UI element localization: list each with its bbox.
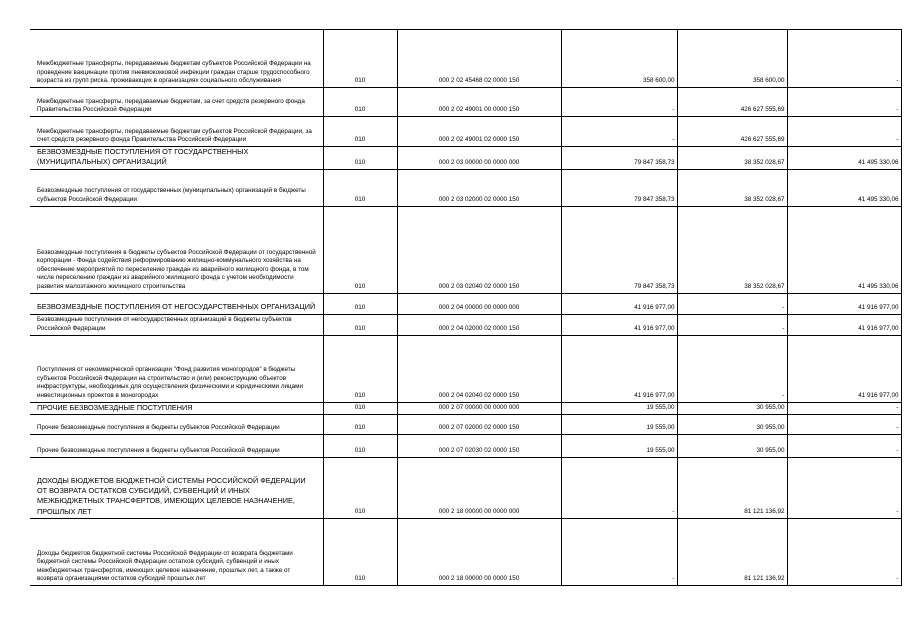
row-value-1: 19 555,00 [561,434,677,457]
table-row [30,147,901,170]
row-code: 010 [323,293,397,314]
table-row [30,457,901,518]
table-row [30,335,901,402]
row-code: 010 [323,402,397,414]
row-value-3: - [787,30,901,88]
row-value-2: 30 955,00 [677,414,787,434]
row-code: 010 [323,169,397,206]
row-value-1: 19 555,00 [561,414,677,434]
row-value-3: 41 916 977,00 [787,314,901,335]
row-code: 010 [323,88,397,117]
row-value-3: - [787,117,901,147]
row-value-2: - [677,314,787,335]
table-row [30,434,901,457]
table-row [30,293,901,314]
row-name: БЕЗВОЗМЕЗДНЫЕ ПОСТУПЛЕНИЯ ОТ НЕГОСУДАРСТВЕННЫХ ОРГАНИЗАЦИЙ [30,293,323,314]
row-code: 010 [323,457,397,518]
row-value-2: 358 600,00 [677,30,787,88]
row-value-1: 79 847 358,73 [561,169,677,206]
row-kbk: 000 2 04 02000 02 0000 150 [397,314,561,335]
row-value-1: 358 600,00 [561,30,677,88]
row-value-3: 41 495 330,06 [787,206,901,293]
row-kbk: 000 2 04 00000 00 0000 000 [397,293,561,314]
row-kbk: 000 2 02 49001 02 0000 150 [397,117,561,147]
row-value-2: 81 121 136,92 [677,457,787,518]
row-name: Межбюджетные трансферты, передаваемые бюджетам субъектов Российской Федерации на проведение вакцинации против пневмококковой инфекции граждан старше трудоспособного возраста из групп риска, проживающих в организациях социального обслуживания [30,30,323,88]
row-name: ДОХОДЫ БЮДЖЕТОВ БЮДЖЕТНОЙ СИСТЕМЫ РОССИЙСКОЙ ФЕДЕРАЦИИ ОТ ВОЗВРАТА ОСТАТКОВ СУБСИДИЙ, СУБВЕНЦИЙ И ИНЫХ МЕЖБЮДЖЕТНЫХ ТРАНСФЕРТОВ, ИМЕЮЩИХ ЦЕЛЕВОЕ НАЗНАЧЕНИЕ, ПРОШЛЫХ ЛЕТ [30,457,323,518]
row-value-3: - [787,518,901,585]
row-name: БЕЗВОЗМЕЗДНЫЕ ПОСТУПЛЕНИЯ ОТ ГОСУДАРСТВЕННЫХ (МУНИЦИПАЛЬНЫХ) ОРГАНИЗАЦИЙ [30,147,323,170]
row-name: Доходы бюджетов бюджетной системы Российской Федерации от возврата бюджетами бюджетной системы Российской Федерации остатков субсидий, субвенций и иных межбюджетных трансфертов, имеющих целевое назначение, прошлых лет, а также от возврата организациями остатков субсидий прошлых лет [30,518,323,585]
row-name: Безвозмездные поступления от негосударственных организаций в бюджеты субъектов Российской Федерации [30,314,323,335]
row-value-2: 38 352 028,67 [677,147,787,170]
row-code: 010 [323,117,397,147]
row-code: 010 [323,30,397,88]
row-kbk: 000 2 02 49001 00 0000 150 [397,88,561,117]
row-kbk: 000 2 03 00000 00 0000 000 [397,147,561,170]
table-body [30,30,901,586]
row-value-2: - [677,293,787,314]
row-value-2: 38 352 028,67 [677,169,787,206]
row-value-2: 426 627 555,69 [677,117,787,147]
row-name: Прочие безвозмездные поступления в бюджеты субъектов Российской Федерации [30,414,323,434]
row-kbk: 000 2 18 00000 00 0000 000 [397,457,561,518]
table-row [30,206,901,293]
row-kbk: 000 2 18 00000 00 0000 150 [397,518,561,585]
table-row [30,117,901,147]
row-value-2: 81 121 136,92 [677,518,787,585]
row-value-1: - [561,457,677,518]
budget-revenue-table [30,29,902,586]
row-name: Межбюджетные трансферты, передаваемые бюджетам субъектов Российской Федерации, за счет средств резервного фонда Правительства Российской Федерации [30,117,323,147]
row-value-1: 19 555,00 [561,402,677,414]
row-value-1: 79 847 358,73 [561,206,677,293]
row-kbk: 000 2 03 02040 02 0000 150 [397,206,561,293]
table-row [30,402,901,414]
row-value-1: 41 916 977,00 [561,293,677,314]
row-value-1: - [561,518,677,585]
row-kbk: 000 2 02 45468 02 0000 150 [397,30,561,88]
row-value-3: - [787,414,901,434]
row-kbk: 000 2 03 02000 02 0000 150 [397,169,561,206]
table-row [30,169,901,206]
row-kbk: 000 2 07 00000 00 0000 000 [397,402,561,414]
row-code: 010 [323,434,397,457]
table-row [30,30,901,88]
row-kbk: 000 2 04 02040 02 0000 150 [397,335,561,402]
row-value-3: 41 495 330,06 [787,147,901,170]
row-code: 010 [323,414,397,434]
row-value-3: 41 916 977,00 [787,293,901,314]
row-value-1: 79 847 358,73 [561,147,677,170]
table-row [30,518,901,585]
row-name: Безвозмездные поступления от государственных (муниципальных) организаций в бюджеты субъектов Российской Федерации [30,169,323,206]
row-name: Поступления от некоммерческой организации "Фонд развития моногородов" в бюджеты субъектов Российской Федерации на строительство и (или) реконструкцию объектов инфраструктуры, необходимых для осуществления физическими и юридическими лицами инвестиционных проектов в моногородах [30,335,323,402]
row-kbk: 000 2 07 02030 02 0000 150 [397,434,561,457]
table-row [30,314,901,335]
row-code: 010 [323,147,397,170]
row-code: 010 [323,206,397,293]
row-name: Прочие безвозмездные поступления в бюджеты субъектов Российской Федерации [30,434,323,457]
row-value-2: 426 627 555,69 [677,88,787,117]
row-value-1: 41 916 977,00 [561,314,677,335]
row-value-3: - [787,434,901,457]
table-row [30,88,901,117]
row-code: 010 [323,518,397,585]
row-value-1: - [561,117,677,147]
row-value-2: - [677,335,787,402]
row-value-2: 38 352 028,67 [677,206,787,293]
row-value-1: - [561,88,677,117]
row-value-3: - [787,88,901,117]
row-value-2: 30 955,00 [677,402,787,414]
row-value-3: - [787,457,901,518]
row-value-3: 41 916 977,00 [787,335,901,402]
row-name: Межбюджетные трансферты, передаваемые бюджетам, за счет средств резервного фонда Правительства Российской Федерации [30,88,323,117]
row-name: Безвозмездные поступления в бюджеты субъектов Российской Федерации от государственной корпорации - Фонда содействия реформированию жилищно-коммунального хозяйства на обеспечение мероприятий по переселению граждан из аварийного жилищного фонда, в том числе переселению граждан из аварийного жилищного фонда с учетом необходимости развития малоэтажного жилищного строительства [30,206,323,293]
row-value-3: - [787,402,901,414]
row-value-1: 41 916 977,00 [561,335,677,402]
row-value-3: 41 495 330,06 [787,169,901,206]
row-kbk: 000 2 07 02000 02 0000 150 [397,414,561,434]
row-code: 010 [323,335,397,402]
row-value-2: 30 955,00 [677,434,787,457]
row-code: 010 [323,314,397,335]
table-row [30,414,901,434]
row-name: ПРОЧИЕ БЕЗВОЗМЕЗДНЫЕ ПОСТУПЛЕНИЯ [30,402,323,414]
